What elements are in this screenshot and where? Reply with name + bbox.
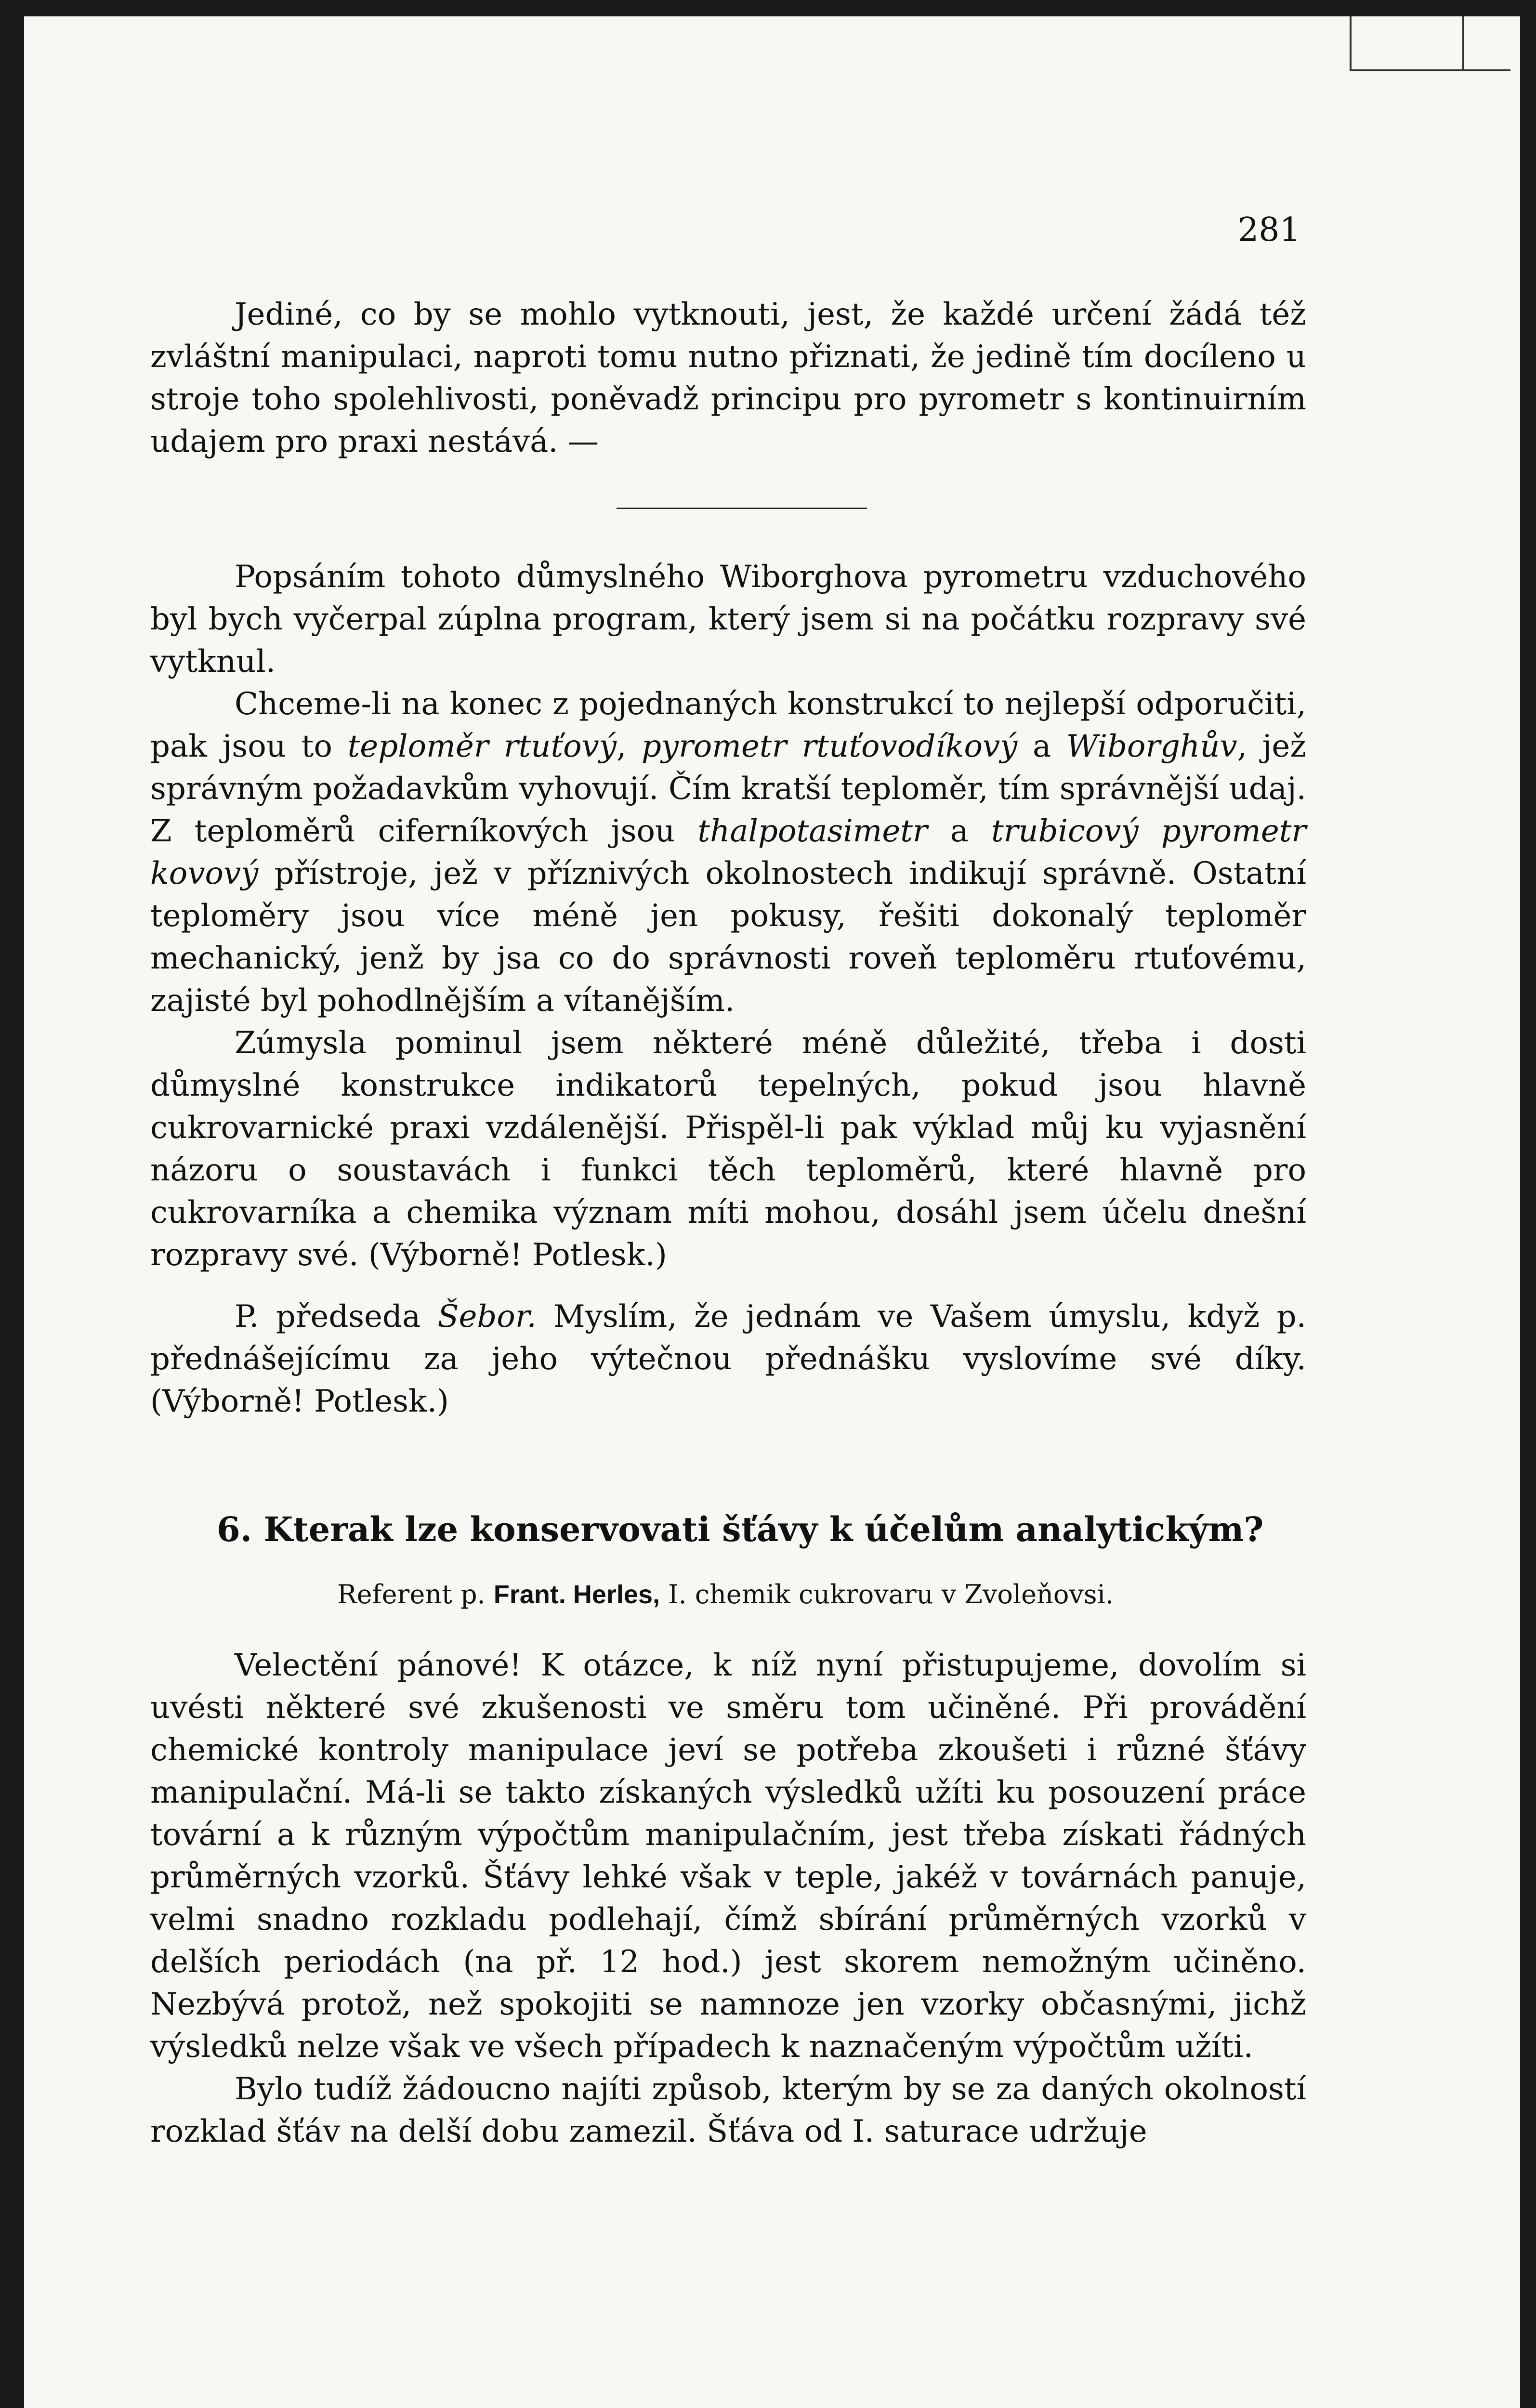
term-wiborghuv: Wiborghův [1066,729,1237,764]
term-pyrometr-rtutovodikovy: pyrometr rtuťovodíkový [642,729,1018,764]
scan-corner-mark [1350,16,1510,71]
term-teplomer-rtutovy: teploměr rtuťový [347,729,617,764]
paragraph-intro: Jediné, co by se mohlo vytknouti, jest, že každé určení žádá též zvláštní manipulaci, naproti tomu nutno přiznati, že jedině tím docíleno u stroje toho spolehlivosti, poněvadž principu pro pyrometr s kontinuirním udajem pro praxi nestává. — [150,297,1306,459]
referent-line: Referent p. Frant. Herles, I. chemik cukrovaru v Zvoleňovsi. [337,1579,1114,1610]
intro-block [150,293,1306,463]
paragraph-zumysla: Zúmysla pominul jsem některé méně důležité, třeba i dosti důmyslné konstrukce indikatorů tepelných, pokud jsou hlavně cukrovarnické praxi vzdálenější. Přispěl-li pak výklad můj ku vyjasnění názoru o soustavách i funkci těch teploměrů, které hlavně pro cukrovarníka a chemika význam míti mohou, dosáhl jsem účelu dnešní rozpravy své. (Výborně! Potlesk.) [150,1025,1306,1273]
term-thalpotasimetr: thalpotasimetr [697,813,928,849]
page-number: 281 [1238,211,1300,249]
section-divider [617,508,867,509]
document-page [24,16,1520,2408]
speaker-name: Šebor. [437,1299,537,1335]
paragraph-velectene: Velectění pánové! K otázce, k níž nyní přistupujeme, dovolím si uvésti některé své zkušenosti ve směru tom učiněné. Při provádění chemické kontroly manipulace jeví se potřeba zkoušeti i různé šťávy manipulační. Má-li se takto získaných výsledků užíti ku posouzení práce tovární a k různým výpočtům manipulačním, jest třeba získati řádných průměrných vzorků. Šťávy lehké však v teple, jakéž v továrnách panuje, velmi snadno rozkladu podlehají, čímž sbírání průměrných vzorků v delších periodách (na př. 12 hod.) jest skorem nemožným učiněno. Nezbývá protož, než spokojiti se namnoze jen vzorky občasnými, jichž výsledků nelze však ve všech případech k naznačeným výpočtům užíti. [150,1648,1306,2065]
section-body [150,1644,1306,2153]
referent-name: Frant. Herles, [493,1580,660,1609]
paragraph-popsanim: Popsáním tohoto důmyslného Wiborghova pyrometru vzduchového byl bych vyčerpal zúplna program, který jsem si na počátku rozpravy své vytknul. [150,559,1306,680]
section-title: 6. Kterak lze konservovati šťávy k účelům analytickým? [217,1509,1264,1549]
conclusion-block [150,556,1306,1423]
term-trubicovy-pyrometr: trubicový pyrometr kovový [150,813,1307,891]
paragraph-predseda: P. předseda Šebor. Myslím, že jednám ve Vašem úmyslu, když p. přednášejícímu za jeho výtečnou přednášku vyslovíme své díky. (Výborně! Potlesk.) [150,1299,1306,1419]
paragraph-bylo: Bylo tudíž žádoucno najíti způsob, kterým by se za daných okolností rozklad šťáv na delší dobu zamezil. Šťáva od I. saturace udržuje [150,2071,1306,2149]
paragraph-chceme: Chceme-li na konec z pojednaných konstrukcí to nejlepší odporučiti, pak jsou to teploměr rtuťový, pyrometr rtuťovodíkový a Wiborghův, jež správným požadavkům vyhovují. Čím kratší teploměr, tím správnější udaj. Z teploměrů ciferníkových jsou thalpotasimetr a trubicový pyrometr kovový přístroje, jež v příznivých okolnostech indikují správně. Ostatní teploměry jsou více méně jen pokusy, řešiti dokonalý teploměr mechanický, jenž by jsa co do správnosti roveň teploměru rtuťovému, zajisté byl pohodlnějším a vítanějším. [150,686,1307,1019]
